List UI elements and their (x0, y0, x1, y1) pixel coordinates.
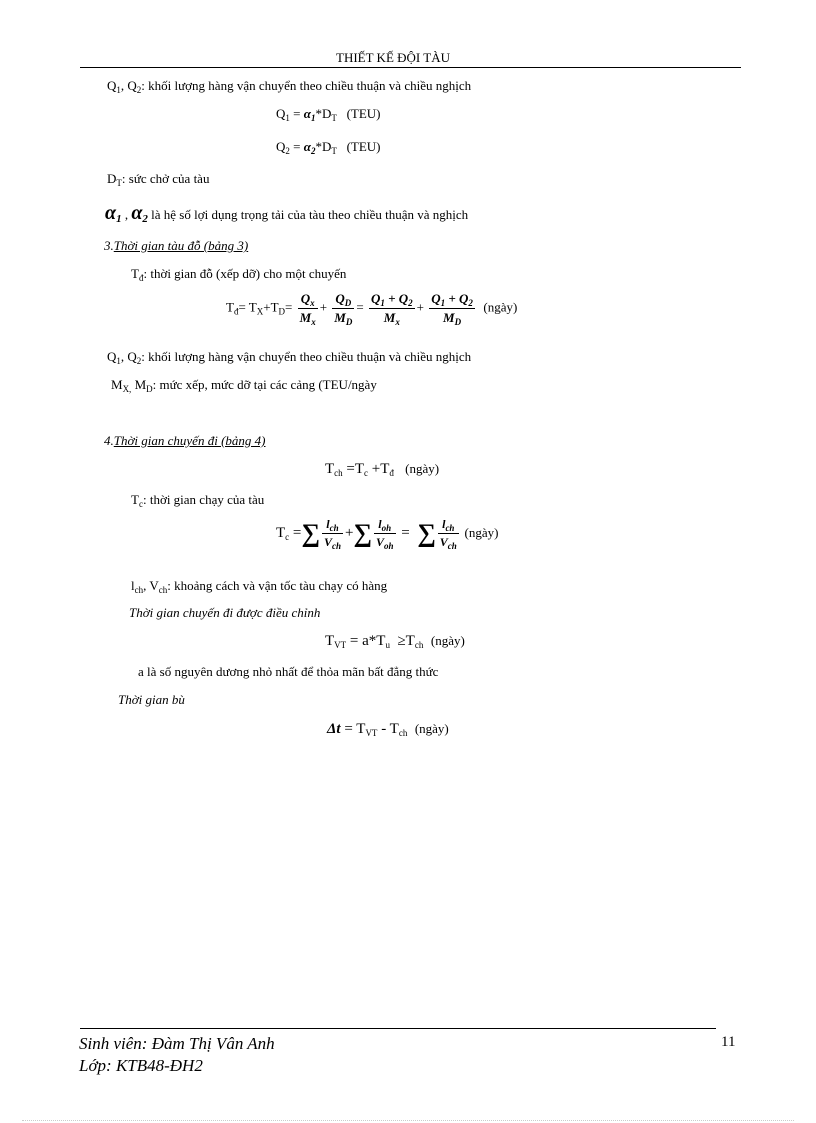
tc-formula: $T_c$ =∑ $\frac{l_{ch}}{V_{ch}}$ +∑ $\frac{l_{oh}}{V_{oh}}$ = ∑ $\frac{l_{ch}}{V_{ch}}$ (ngày) (276, 517, 499, 551)
section-4-title: 4.Thời gian chuyến đi (bảng 4) (104, 433, 266, 448)
dt-definition-text: sức chở của tàu (128, 171, 210, 186)
td-unit: (ngày) (483, 299, 518, 315)
dt-definition: $D_T$: sức chở của tàu (107, 171, 210, 188)
header-rule (80, 67, 741, 68)
q1-formula: $Q_1 = \alpha_1*D_T$ (TEU) (276, 106, 381, 123)
q1-unit: (TEU) (346, 106, 381, 121)
mx-md-definition-text: mức xếp, mức dỡ tại các cảng (TEU/ngày (159, 377, 377, 392)
footer-class: Lớp: KTB48-ĐH2 (79, 1056, 203, 1075)
lch-definition-text: khoảng cách và vận tốc tàu chạy có hàng (174, 578, 388, 593)
q2-unit: (TEU) (346, 139, 381, 154)
adjusted-time-label: Thời gian chuyến đi được điều chỉnh (129, 605, 321, 620)
compensation-label: Thời gian bù (118, 692, 185, 707)
q2-formula: $Q_2 = \alpha_2*D_T$ (TEU) (276, 139, 381, 156)
a-definition: a là số nguyên dương nhỏ nhất để thỏa mãn bất đẳng thức (138, 664, 439, 679)
q12-definition-2-text: khối lượng hàng vận chuyển theo chiều thuận và chiều nghịch (148, 349, 472, 364)
footer-rule (80, 1028, 716, 1029)
alpha-definition-text: là hệ số lợi dụng trọng tải của tàu theo chiều thuận và nghịch (151, 207, 469, 222)
q12-definition: $Q_1$, $Q_2$: khối lượng hàng vận chuyển theo chiều thuận và chiều nghịch (107, 78, 472, 95)
page-number: 11 (721, 1034, 736, 1050)
td-formula: $T_đ= T_X+T_D=$ $\frac{Q_x}{M_x}$ + $\frac{Q_D}{M_D}$ = $\frac{Q_1 + Q_2}{M_x}$ + $\frac{Q_1 + Q_2}{M_D}$ (ngày) (226, 291, 518, 327)
tc-definition: $T_c$: thời gian chạy của tàu (131, 492, 265, 509)
mx-md-definition: $M_{X,}$ $M_D$: mức xếp, mức dỡ tại các cảng (TEU/ngày (111, 377, 377, 394)
td-definition-text: thời gian đỗ (xếp dỡ) cho một chuyến (150, 266, 347, 281)
td-definition: $T_đ$: thời gian đỗ (xếp dỡ) cho một chuyến (131, 266, 347, 283)
tch-formula: $T_{ch} =T_c +T_đ$ (ngày) (325, 461, 440, 478)
tc-definition-text: thời gian chạy của tàu (149, 492, 265, 507)
tvt-formula: $T_{VT} = a*T_u \ge T_{ch}$ (ngày) (325, 633, 465, 650)
q12-definition-2: $Q_1$, $Q_2$: khối lượng hàng vận chuyển theo chiều thuận và chiều nghịch (107, 349, 472, 366)
tch-unit: (ngày) (405, 461, 440, 476)
q12-definition-text: khối lượng hàng vận chuyển theo chiều thuận và chiều nghịch (148, 78, 472, 93)
lch-definition: $l_{ch}$, $V_{ch}$: khoảng cách và vận tốc tàu chạy có hàng (131, 578, 388, 595)
tc-unit: (ngày) (464, 524, 499, 540)
footer-student: Sinh viên: Đàm Thị Vân Anh (79, 1034, 275, 1053)
delta-t-unit: (ngày) (414, 721, 449, 736)
page-edge-dots (22, 1120, 794, 1121)
alpha-definition: $\alpha_1$ , $\alpha_2$ là hệ số lợi dụng trọng tải của tàu theo chiều thuận và nghịch (105, 202, 469, 225)
delta-t-formula: $\Delta t = T_{VT} - T_{ch}$ (ngày) (327, 721, 449, 738)
section-3-title: 3.Thời gian tàu đỗ (bảng 3) (104, 238, 249, 253)
page-header-title: THIẾT KẾ ĐỘI TÀU (336, 50, 450, 65)
tvt-unit: (ngày) (430, 633, 465, 648)
